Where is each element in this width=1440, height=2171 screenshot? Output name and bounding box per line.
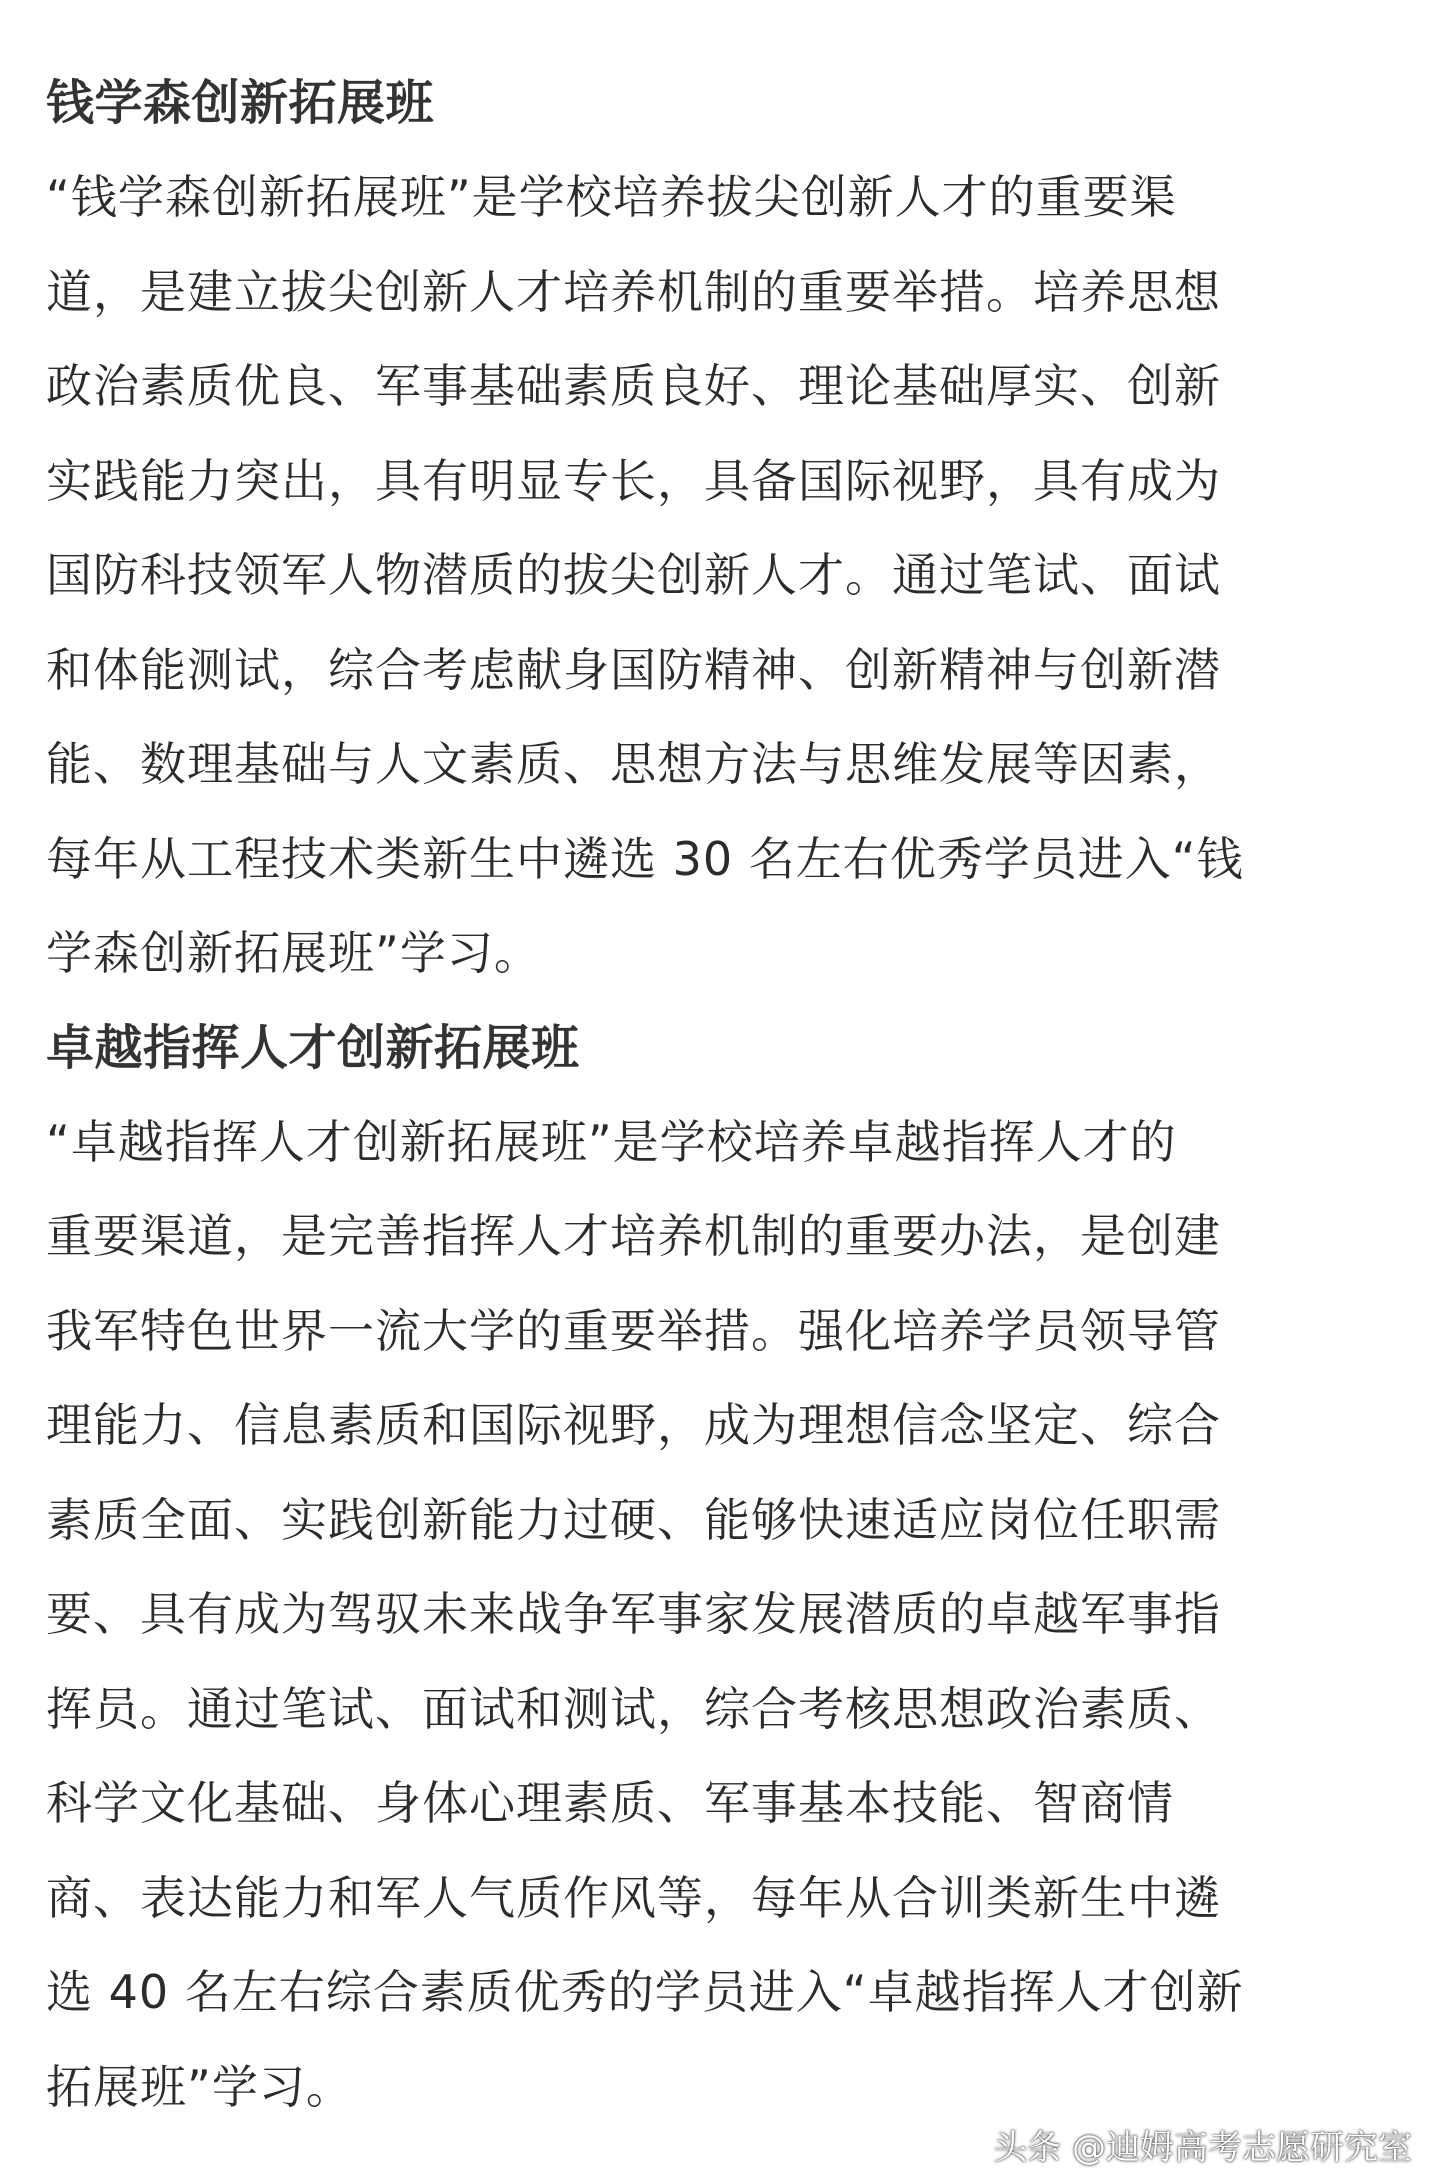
section-paragraph-commander — [46, 1095, 1406, 2135]
watermark: 头条 @迪姆高考志愿研究室 — [993, 2128, 1412, 2168]
section-heading-qianxuesen: 钱学森创新拓展班 — [46, 75, 435, 131]
paragraph-line: 每年从工程技术类新生中遴选 30 名左右优秀学员进入“钱 — [46, 831, 1244, 886]
paragraph-line: 商、表达能力和军人气质作风等，每年从合训类新生中遴 — [46, 1870, 1221, 1925]
paragraph-line: 科学文化基础、身体心理素质、军事基本技能、智商情 — [46, 1776, 1174, 1830]
paragraph-line: 学森创新拓展班”学习。 — [46, 926, 541, 980]
paragraph-line: 拓展班”学习。 — [46, 2059, 353, 2114]
paragraph-line: 素质全面、实践创新能力过硬、能够快速适应岗位任职需 — [46, 1492, 1221, 1547]
paragraph-line: 道，是建立拔尖创新人才培养机制的重要举措。培养思想 — [46, 264, 1221, 319]
paragraph-line: 和体能测试，综合考虑献身国防精神、创新精神与创新潜 — [46, 642, 1221, 697]
paragraph-line: 选 40 名左右综合素质优秀的学员进入“卓越指挥人才创新 — [46, 1965, 1244, 2019]
paragraph-line: 政治素质优良、军事基础素质良好、理论基础厚实、创新 — [46, 359, 1221, 413]
paragraph-line: 理能力、信息素质和国际视野，成为理想信念坚定、综合 — [46, 1398, 1221, 1452]
paragraph-line: 能、数理基础与人文素质、思想方法与思维发展等因素， — [46, 737, 1221, 791]
paragraph-line: 国防科技领军人物潜质的拔尖创新人才。通过笔试、面试 — [46, 548, 1221, 602]
paragraph-line: 重要渠道，是完善指挥人才培养机制的重要办法，是创建 — [46, 1209, 1221, 1263]
paragraph-line: 实践能力突出，具有明显专长，具备国际视野，具有成为 — [46, 453, 1221, 508]
paragraph-line: 要、具有成为驾驭未来战争军事家发展潜质的卓越军事指 — [46, 1587, 1221, 1641]
section-heading-commander: 卓越指挥人才创新拓展班 — [46, 1019, 580, 1076]
paragraph-line: “钱学森创新拓展班”是学校培养拔尖创新人才的重要渠 — [46, 170, 1177, 224]
paragraph-line: 我军特色世界一流大学的重要举措。强化培养学员领导管 — [46, 1303, 1221, 1358]
paragraph-line: 挥员。通过笔试、面试和测试，综合考核思想政治素质、 — [46, 1681, 1221, 1736]
section-paragraph-qianxuesen — [46, 150, 1406, 1001]
article — [46, 56, 1406, 2134]
paragraph-line: “卓越指挥人才创新拓展班”是学校培养卓越指挥人才的 — [46, 1114, 1177, 1169]
